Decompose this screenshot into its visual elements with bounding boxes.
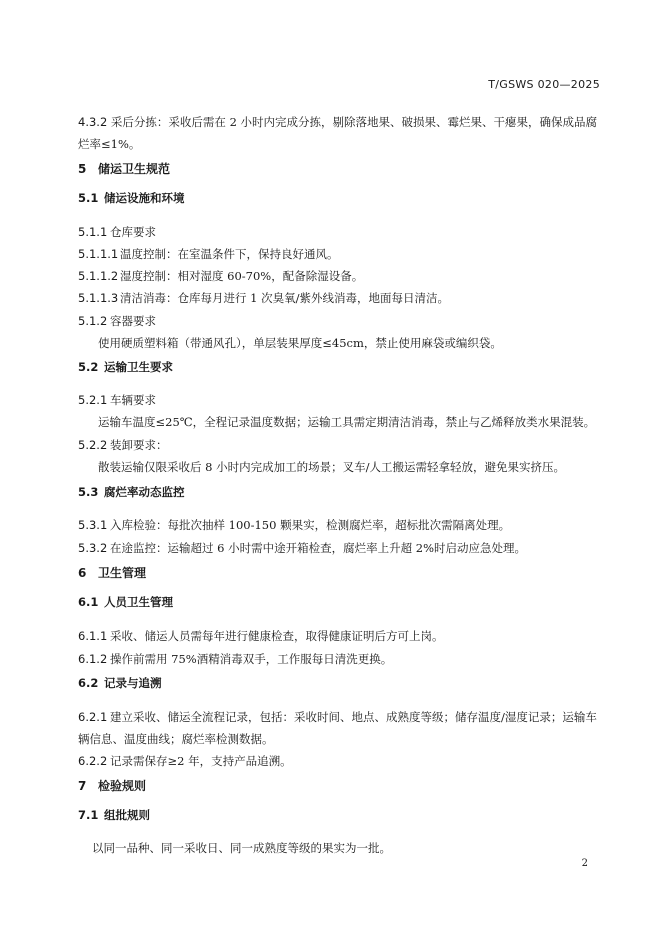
clause-number: 6.1.2 [78,652,108,666]
section-number: 6.2 [78,676,99,690]
section-title: 组批规则 [104,808,150,822]
section-6-1-heading [78,594,173,610]
section-title: 储运设施和环境 [104,191,185,205]
clause-number: 5.2.2 [78,438,108,452]
clause-5-3-2 [78,540,526,556]
clause-text: 采后分拣：采收后需在 2 小时内完成分拣，剔除落地果、破损果、霉烂果、干瘪果，确保成品腐 [110,115,598,129]
clause-text: 记录需保存≥2 年，支持产品追溯。 [110,754,292,768]
section-title: 储运卫生规范 [98,162,171,176]
clause-text: 入库检验：每批次抽样 100-150 颗果实，检测腐烂率，超标批次需隔离处理。 [110,518,511,532]
clause-number: 5.2.1 [78,393,108,407]
clause-number: 6.2.2 [78,754,108,768]
section-title: 检验规则 [98,779,147,793]
clause-4-3-2-line2: 烂率≤1%。 [78,137,141,151]
clause-5-3-1 [78,517,510,533]
clause-5-2-1 [78,392,156,408]
section-7-1-heading [78,807,150,823]
clause-text: 容器要求 [110,314,156,328]
clause-6-2-2 [78,753,292,769]
clause-number: 5.3.1 [78,518,108,532]
section-number: 5.3 [78,485,99,499]
clause-number: 5.1.1.2 [78,269,119,283]
clause-text: 湿度控制：相对湿度 60-70%，配备除湿设备。 [120,269,364,283]
clause-7-1-body: 以同一品种、同一采收日、同一成熟度等级的果实为一批。 [92,841,391,855]
clause-number: 5.1.2 [78,314,108,328]
clause-5-2-1-body: 运输车温度≤25℃，全程记录温度数据；运输工具需定期清洁消毒，禁止与乙烯释放类水果混装。 [98,415,596,429]
clause-number: 6.1.1 [78,629,108,643]
section-number: 5.2 [78,360,99,374]
clause-text: 装卸要求： [110,438,168,452]
clause-5-1-1-2 [78,268,363,284]
clause-5-1-2-body: 使用硬质塑料箱（带通风孔），单层装果厚度≤45cm，禁止使用麻袋或编织袋。 [98,336,502,350]
section-title: 记录与追溯 [104,676,162,690]
clause-text: 仓库要求 [110,225,156,239]
clause-number: 5.1.1.1 [78,247,119,261]
clause-5-2-2-body: 散装运输仅限采收后 8 小时内完成加工的场景；叉车/人工搬运需轻拿轻放，避免果实挤压。 [98,460,565,474]
clause-5-1-1 [78,224,156,240]
section-number: 7.1 [78,808,99,822]
clause-number: 5.1.1.3 [78,291,119,305]
clause-6-2-1-line1 [78,709,597,725]
section-5-heading [78,160,170,177]
clause-text: 在途监控：运输超过 6 小时需中途开箱检查，腐烂率上升超 2%时启动应急处理。 [110,541,527,555]
clause-number: 5.1.1 [78,225,108,239]
section-title: 人员卫生管理 [104,595,173,609]
clause-5-2-2 [78,437,168,453]
clause-6-1-1 [78,628,444,644]
document-id-header: T/GSWS 020—2025 [488,78,600,91]
clause-5-1-1-3 [78,290,449,306]
section-number: 6 [78,566,87,580]
section-number: 5 [78,162,87,176]
section-7-heading [78,777,146,794]
section-5-3-heading [78,484,185,500]
section-number: 6.1 [78,595,99,609]
section-6-heading [78,564,146,581]
clause-6-1-2 [78,651,392,667]
clause-text: 温度控制：在室温条件下，保持良好通风。 [120,247,339,261]
clause-5-1-2 [78,313,156,329]
clause-text: 操作前需用 75%酒精消毒双手，工作服每日清洗更换。 [110,652,393,666]
section-6-2-heading [78,675,162,691]
section-5-1-heading [78,190,185,206]
page-number: 2 [581,858,588,869]
section-5-2-heading [78,359,173,375]
clause-text: 建立采收、储运全流程记录，包括：采收时间、地点、成熟度等级；储存温度/湿度记录；运输车 [110,710,597,724]
section-title: 运输卫生要求 [104,360,173,374]
clause-5-1-1-1 [78,246,339,262]
clause-6-2-1-line2: 辆信息、温度曲线；腐烂率检测数据。 [78,732,274,746]
clause-number: 5.3.2 [78,541,108,555]
section-number: 7 [78,779,87,793]
section-number: 5.1 [78,191,99,205]
clause-text: 采收、储运人员需每年进行健康检查，取得健康证明后方可上岗。 [110,629,444,643]
clause-text: 清洁消毒：仓库每月进行 1 次臭氧/紫外线消毒，地面每日清洁。 [120,291,449,305]
clause-number: 4.3.2 [78,115,108,129]
section-title: 卫生管理 [98,566,147,580]
clause-text: 车辆要求 [110,393,156,407]
clause-number: 6.2.1 [78,710,108,724]
clause-4-3-2-line1 [78,114,597,130]
section-title: 腐烂率动态监控 [104,485,185,499]
